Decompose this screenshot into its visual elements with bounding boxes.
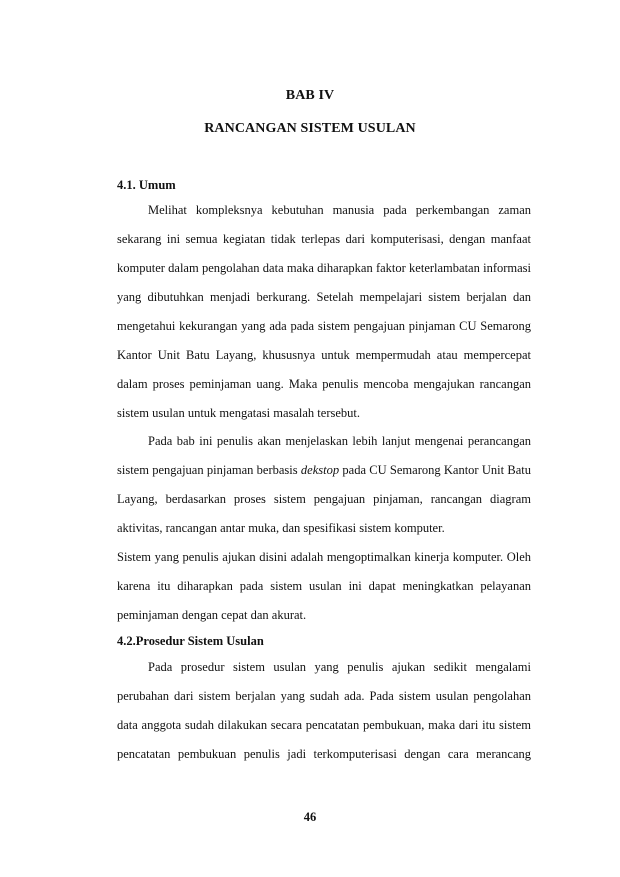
paragraph-line: perubahan dari sistem berjalan yang sudah ada. Pada sistem usulan pengolahan	[117, 689, 531, 703]
text-run: pada CU Semarong Kantor Unit Batu	[339, 463, 531, 477]
paragraph-line: yang dibutuhkan menjadi berkurang. Setelah mempelajari sistem berjalan dan	[117, 290, 531, 304]
italic-term: dekstop	[300, 463, 340, 477]
paragraph-line: pencatatan pembukuan penulis jadi terkomputerisasi dengan cara merancang	[117, 747, 531, 761]
paragraph-4	[117, 653, 531, 769]
paragraph-line: komputer dalam pengolahan data maka diharapkan faktor keterlambatan informasi	[117, 261, 531, 275]
paragraph-line: sistem usulan untuk mengatasi masalah tersebut.	[117, 406, 361, 420]
paragraph-line: Pada prosedur sistem usulan yang penulis ajukan sedikit mengalami	[148, 660, 531, 674]
paragraph-line: Sistem yang penulis ajukan disini adalah mengoptimalkan kinerja komputer. Oleh	[117, 550, 531, 564]
chapter-title: RANCANGAN SISTEM USULAN	[204, 121, 416, 136]
paragraph-line: karena itu diharapkan pada sistem usulan ini dapat meningkatkan pelayanan	[117, 579, 531, 593]
chapter-number: BAB IV	[285, 88, 335, 103]
paragraph-line: Layang, berdasarkan proses sistem pengajuan pinjaman, rancangan diagram	[117, 492, 531, 506]
paragraph-line: dalam proses peminjaman uang. Maka penulis mencoba mengajukan rancangan	[117, 377, 531, 391]
page-number: 46	[303, 810, 317, 824]
section-heading-umum: 4.1. Umum	[117, 178, 176, 192]
paragraph-line-with-italic	[117, 456, 531, 485]
paragraph-2	[117, 427, 531, 543]
paragraph-1	[117, 196, 531, 428]
paragraph-line: Pada bab ini penulis akan menjelaskan lebih lanjut mengenai perancangan	[148, 434, 531, 448]
paragraph-line: Kantor Unit Batu Layang, khususnya untuk mempermudah atau mempercepat	[117, 348, 531, 362]
section-heading-prosedur: 4.2.Prosedur Sistem Usulan	[117, 634, 264, 648]
text-run: sistem pengajuan pinjaman berbasis	[117, 463, 301, 477]
paragraph-line: sekarang ini semua kegiatan tidak terlepas dari komputerisasi, dengan manfaat	[117, 232, 531, 246]
paragraph-3	[117, 543, 531, 630]
paragraph-line: data anggota sudah dilakukan secara pencatatan pembukuan, maka dari itu sistem	[117, 718, 531, 732]
paragraph-line: peminjaman dengan cepat dan akurat.	[117, 608, 307, 622]
paragraph-line: mengetahui kekurangan yang ada pada sistem pengajuan pinjaman CU Semarong	[117, 319, 531, 333]
paragraph-line: Melihat kompleksnya kebutuhan manusia pada perkembangan zaman	[148, 203, 531, 217]
paragraph-line: aktivitas, rancangan antar muka, dan spesifikasi sistem komputer.	[117, 521, 445, 535]
